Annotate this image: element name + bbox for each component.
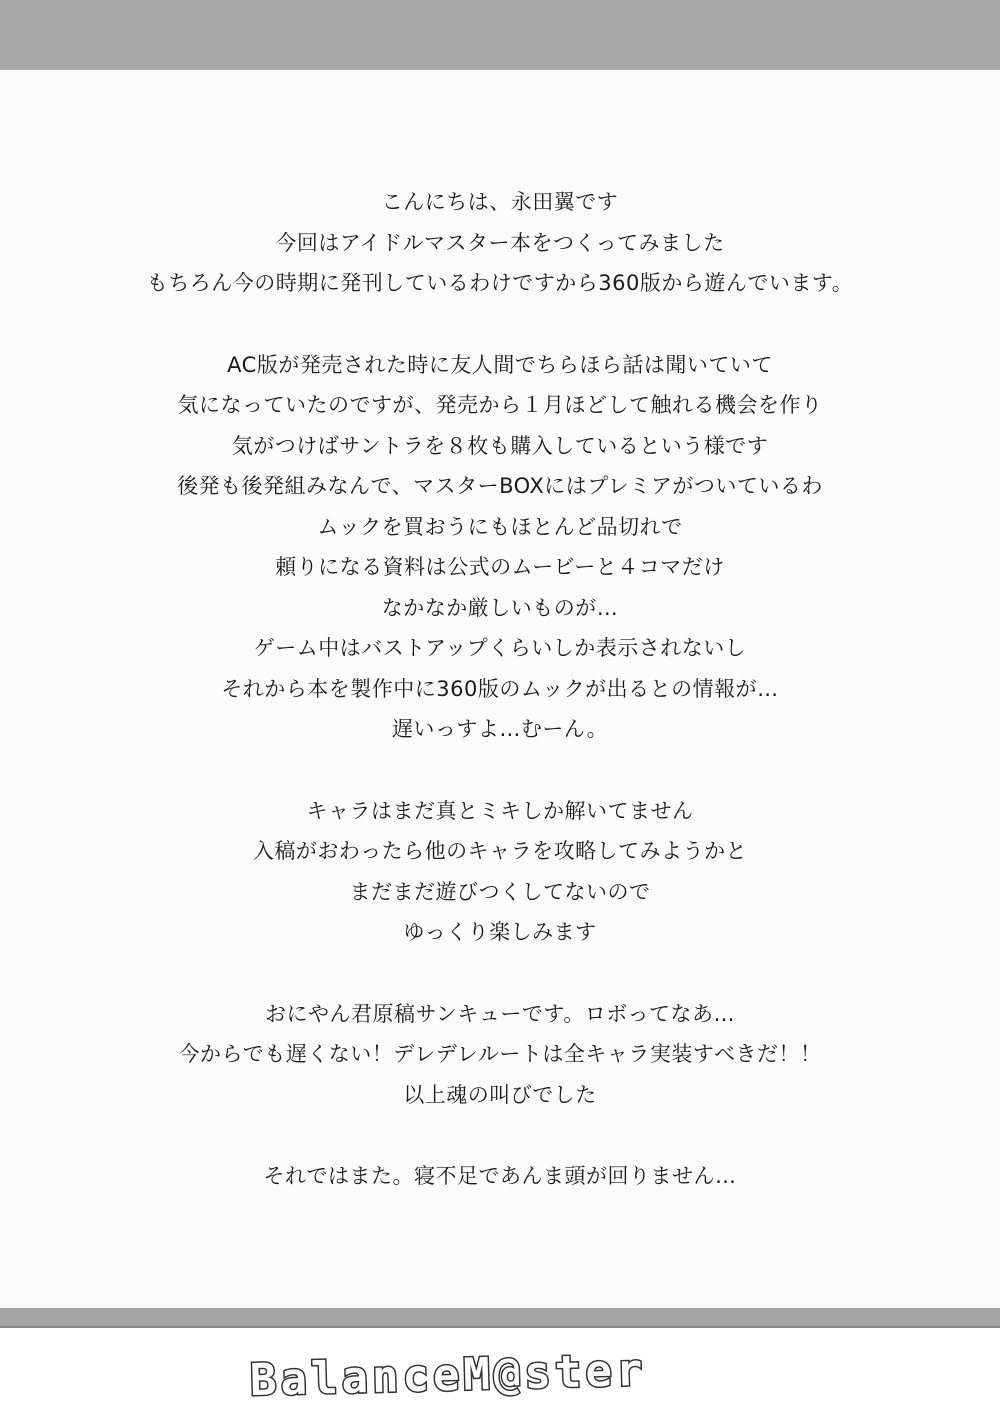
text-line: おにやん君原稿サンキューです。ロボってなあ…	[264, 1001, 736, 1026]
text-line: まだまだ遊びつくしてないので	[349, 879, 651, 904]
text-line: 今からでも遅くない！デレデレルートは全キャラ実装すべきだ！！	[178, 1042, 822, 1066]
paragraph-thanks	[0, 994, 1000, 1116]
text-line: キャラはまだ真とミキしか解いてません	[306, 798, 694, 823]
text-line: 入稿がおわったら他のキャラを攻略してみようかと	[252, 839, 748, 863]
paragraph-closing	[0, 1156, 1000, 1197]
footer-divider	[0, 1326, 1000, 1328]
text-line: 以上魂の叫びでした	[403, 1082, 597, 1107]
text-line: それではまた。寝不足であんま頭が回りません…	[263, 1164, 737, 1188]
text-line: こんにちは、永田翼です	[381, 190, 619, 214]
paragraph-characters	[0, 791, 1000, 953]
afterword-text	[0, 182, 1000, 1238]
text-line: 今回はアイドルマスター本をつくってみました	[275, 230, 725, 255]
text-line: なかなか厳しいものが…	[381, 595, 619, 620]
paragraph-greeting	[0, 182, 1000, 304]
text-line: それから本を製作中に360版のムックが出るとの情報が…	[221, 676, 779, 701]
text-line: 頼りになる資料は公式のムービーと４コマだけ	[275, 555, 725, 579]
logo-text: BalanceM@ster	[249, 1344, 647, 1407]
text-line: ムックを買おうにもほとんど品切れで	[317, 514, 683, 539]
text-line: 後発も後発組みなんで、マスターBOXにはプレミアがついているわ	[177, 474, 823, 498]
text-line: 気になっていたのですが、発売から１月ほどして触れる機会を作り	[177, 393, 823, 417]
text-line: 気がつけばサントラを８枚も購入しているという様です	[231, 433, 769, 458]
top-gray-band	[0, 0, 1000, 70]
text-line: ゲーム中はバストアップくらいしか表示されないし	[253, 636, 747, 660]
text-line: 遅いっすよ…むーん。	[391, 717, 609, 741]
text-line: もちろん今の時期に発刊しているわけですから360版から遊んでいます。	[146, 271, 854, 295]
text-line: ゆっくり楽しみます	[403, 920, 597, 944]
paragraph-story	[0, 345, 1000, 750]
text-line: AC版が発売された時に友人間でちらほら話は聞いていて	[227, 352, 773, 377]
title-logo	[250, 1346, 710, 1406]
